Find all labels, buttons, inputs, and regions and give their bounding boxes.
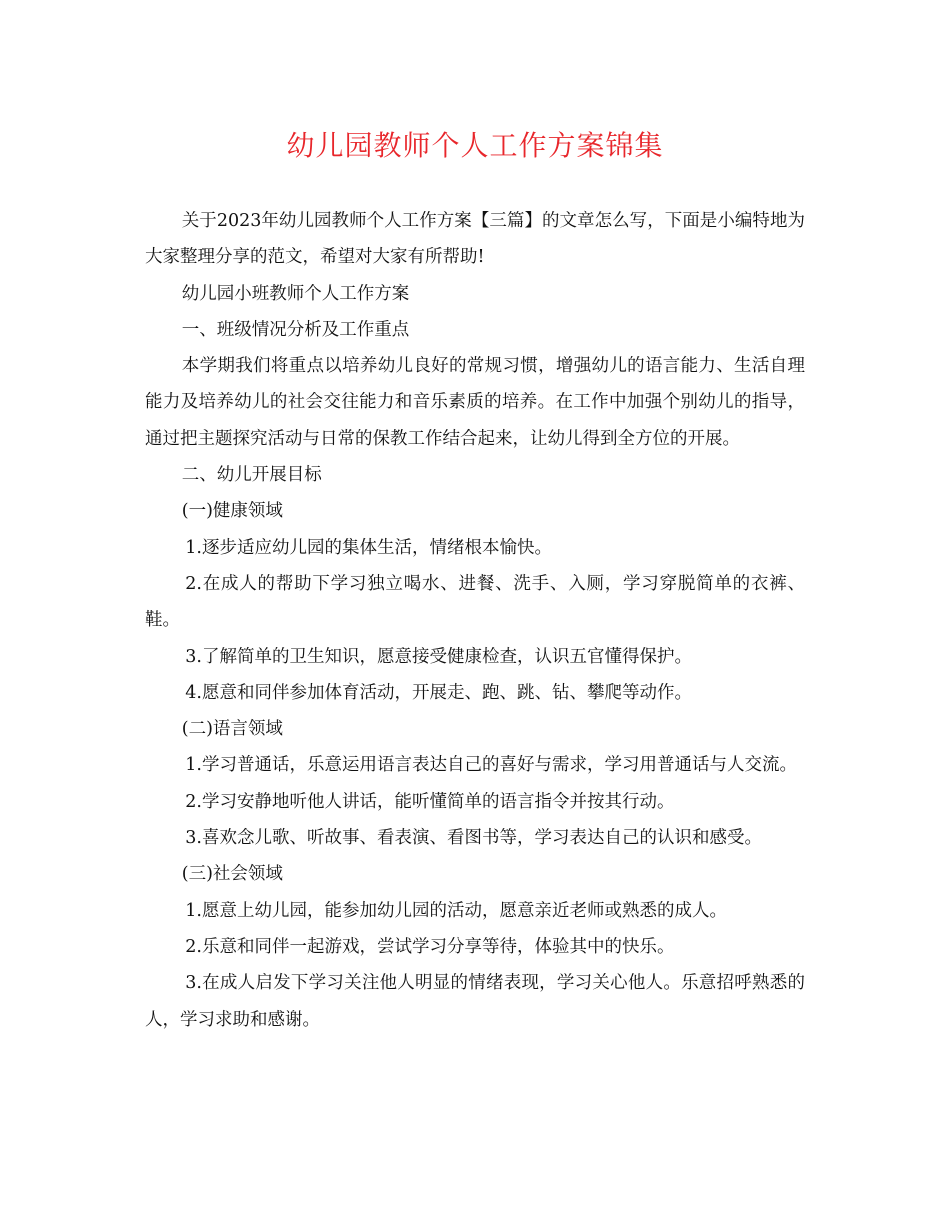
- list-item: 2.在成人的帮助下学习独立喝水、进餐、洗手、入厕，学习穿脱简单的衣裤、鞋。: [145, 573, 805, 631]
- section-heading: 二、幼儿开展目标: [181, 465, 322, 486]
- list-item: 1.逐步适应幼儿园的集体生活，情绪根本愉快。: [185, 537, 552, 558]
- list-item: 3.喜欢念儿歌、听故事、看表演、看图书等，学习表达自己的认识和感受。: [185, 828, 762, 849]
- subsection-heading: (三)社会领域: [181, 864, 283, 885]
- paragraph: 幼儿园小班教师个人工作方案: [181, 283, 410, 304]
- document-body: [145, 203, 805, 1038]
- list-item: 1.学习普通话，乐意运用语言表达自己的喜好与需求，学习用普通话与人交流。: [185, 755, 797, 776]
- section-heading: 一、班级情况分析及工作重点: [181, 319, 410, 340]
- list-item: 3.了解简单的卫生知识，愿意接受健康检查，认识五官懂得保护。: [185, 646, 692, 667]
- list-item: 3.在成人启发下学习关注他人明显的情绪表现，学习关心他人。乐意招呼熟悉的人，学习求助和感谢。: [145, 973, 805, 1030]
- document-title: 幼儿园教师个人工作方案锦集: [286, 129, 664, 162]
- subsection-heading: (一)健康领域: [181, 501, 283, 522]
- list-item: 2.学习安静地听他人讲话，能听懂简单的语言指令并按其行动。: [185, 791, 675, 812]
- paragraph: 关于2023年幼儿园教师个人工作方案【三篇】的文章怎么写，下面是小编特地为大家整理分享的范文，希望对大家有所帮助!: [145, 211, 805, 268]
- paragraph: 本学期我们将重点以培养幼儿良好的常规习惯，增强幼儿的语言能力、生活自理能力及培养幼儿的社会交往能力和音乐素质的培养。在工作中加强个别幼儿的指导，通过把主题探究活动与日常的保教工作结合起来，让幼儿得到全方位的开展。: [145, 356, 805, 449]
- subsection-heading: (二)语言领域: [181, 719, 283, 740]
- list-item: 2.乐意和同伴一起游戏，尝试学习分享等待，体验其中的快乐。: [185, 936, 675, 957]
- list-item: 1.愿意上幼儿园，能参加幼儿园的活动，愿意亲近老师或熟悉的成人。: [185, 900, 727, 921]
- list-item: 4.愿意和同伴参加体育活动，开展走、跑、跳、钻、攀爬等动作。: [185, 682, 692, 703]
